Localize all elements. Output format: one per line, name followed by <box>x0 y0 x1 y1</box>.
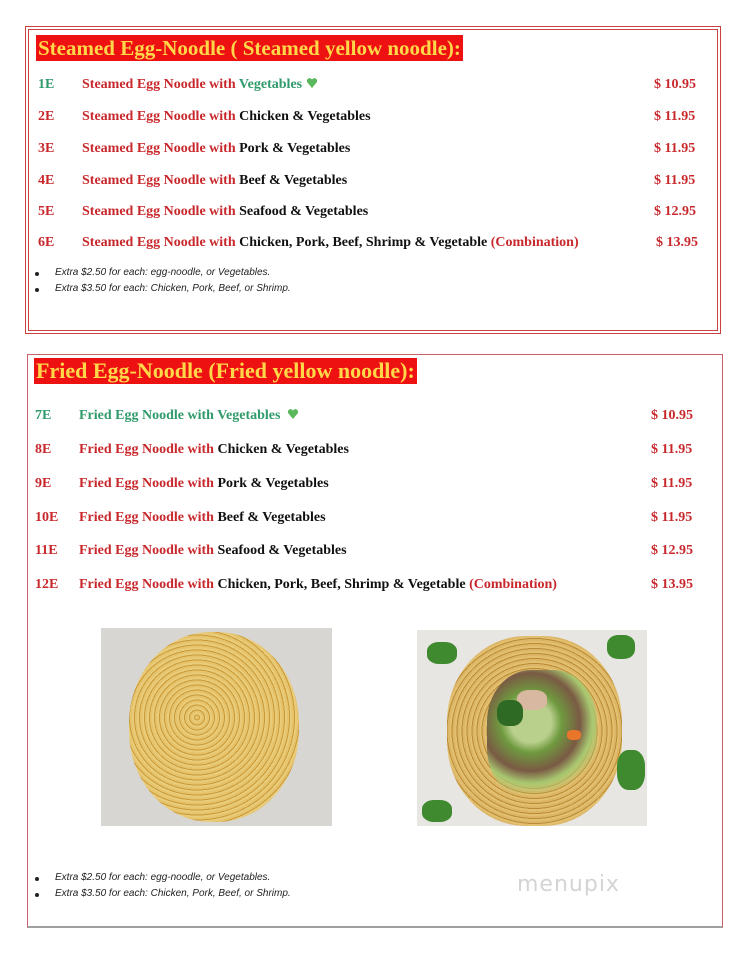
menu-item-11e <box>0 541 750 561</box>
menu-item-7e <box>0 406 750 426</box>
item-code: 12E <box>35 577 59 592</box>
item-price: $ 11.95 <box>654 109 696 124</box>
item-code: 5E <box>38 204 55 219</box>
extra-note: Extra $3.50 for each: Chicken, Pork, Beef, or Shrimp. <box>31 281 291 297</box>
item-description: Steamed Egg Noodle with Vegetables <box>82 75 318 95</box>
menu-item-12e <box>0 575 750 595</box>
menu-item-9e <box>0 474 750 494</box>
item-price: $ 10.95 <box>651 408 693 423</box>
section-title-steamed: Steamed Egg-Noodle ( Steamed yellow noodle): <box>38 36 461 60</box>
vegetarian-heart-icon <box>287 408 299 420</box>
fried-extras-notes <box>31 870 291 902</box>
item-price: $ 11.95 <box>651 476 693 491</box>
item-code: 8E <box>35 442 52 457</box>
item-code: 7E <box>35 408 52 423</box>
item-description: Steamed Egg Noodle with Chicken & Vegetables <box>82 109 371 124</box>
item-price: $ 10.95 <box>654 77 696 92</box>
menu-item-4e <box>0 171 750 191</box>
item-price: $ 11.95 <box>651 510 693 525</box>
item-description: Fried Egg Noodle with Beef & Vegetables <box>79 510 326 525</box>
menu-item-5e <box>0 202 750 222</box>
menu-item-2e <box>0 107 750 127</box>
steamed-extras-notes <box>31 265 291 297</box>
item-description: Steamed Egg Noodle with Pork & Vegetables <box>82 141 351 156</box>
item-price: $ 11.95 <box>654 141 696 156</box>
item-description: Steamed Egg Noodle with Chicken, Pork, Beef, Shrimp & Vegetable (Combination) <box>82 235 579 250</box>
item-price: $ 11.95 <box>654 173 696 188</box>
noodle-nest <box>129 632 299 822</box>
item-description: Fried Egg Noodle with Pork & Vegetables <box>79 476 329 491</box>
item-code: 6E <box>38 235 55 250</box>
menu-item-8e <box>0 440 750 460</box>
photo-fried-noodle-nest <box>101 628 332 826</box>
menu-item-3e <box>0 139 750 159</box>
item-code: 9E <box>35 476 52 491</box>
photo-fried-noodle-with-toppings <box>417 630 647 826</box>
menu-item-1e <box>0 75 750 95</box>
extra-note: Extra $2.50 for each: egg-noodle, or Vegetables. <box>31 265 291 281</box>
item-description: Steamed Egg Noodle with Seafood & Vegetables <box>82 204 369 219</box>
section-title-fried: Fried Egg-Noodle (Fried yellow noodle): <box>36 358 415 383</box>
item-code: 3E <box>38 141 55 156</box>
menu-item-10e <box>0 508 750 528</box>
extra-note: Extra $3.50 for each: Chicken, Pork, Beef, or Shrimp. <box>31 886 291 902</box>
item-code: 10E <box>35 510 59 525</box>
item-price: $ 12.95 <box>651 543 693 558</box>
item-code: 4E <box>38 173 55 188</box>
item-description: Fried Egg Noodle with Chicken, Pork, Beef, Shrimp & Vegetable (Combination) <box>79 577 557 592</box>
vegetarian-heart-icon <box>306 77 318 89</box>
item-code: 1E <box>38 77 55 92</box>
item-description: Fried Egg Noodle with Vegetables <box>79 406 299 426</box>
item-code: 11E <box>35 543 58 558</box>
item-price: $ 11.95 <box>651 442 693 457</box>
item-description: Fried Egg Noodle with Chicken & Vegetables <box>79 442 349 457</box>
item-price: $ 13.95 <box>651 577 693 592</box>
item-description: Fried Egg Noodle with Seafood & Vegetables <box>79 543 347 558</box>
item-description: Steamed Egg Noodle with Beef & Vegetables <box>82 173 348 188</box>
menu-item-6e <box>0 233 750 253</box>
extra-note: Extra $2.50 for each: egg-noodle, or Vegetables. <box>31 870 291 886</box>
menupix-watermark: menupix <box>517 872 620 897</box>
item-price: $ 13.95 <box>656 235 698 250</box>
item-code: 2E <box>38 109 55 124</box>
item-price: $ 12.95 <box>654 204 696 219</box>
